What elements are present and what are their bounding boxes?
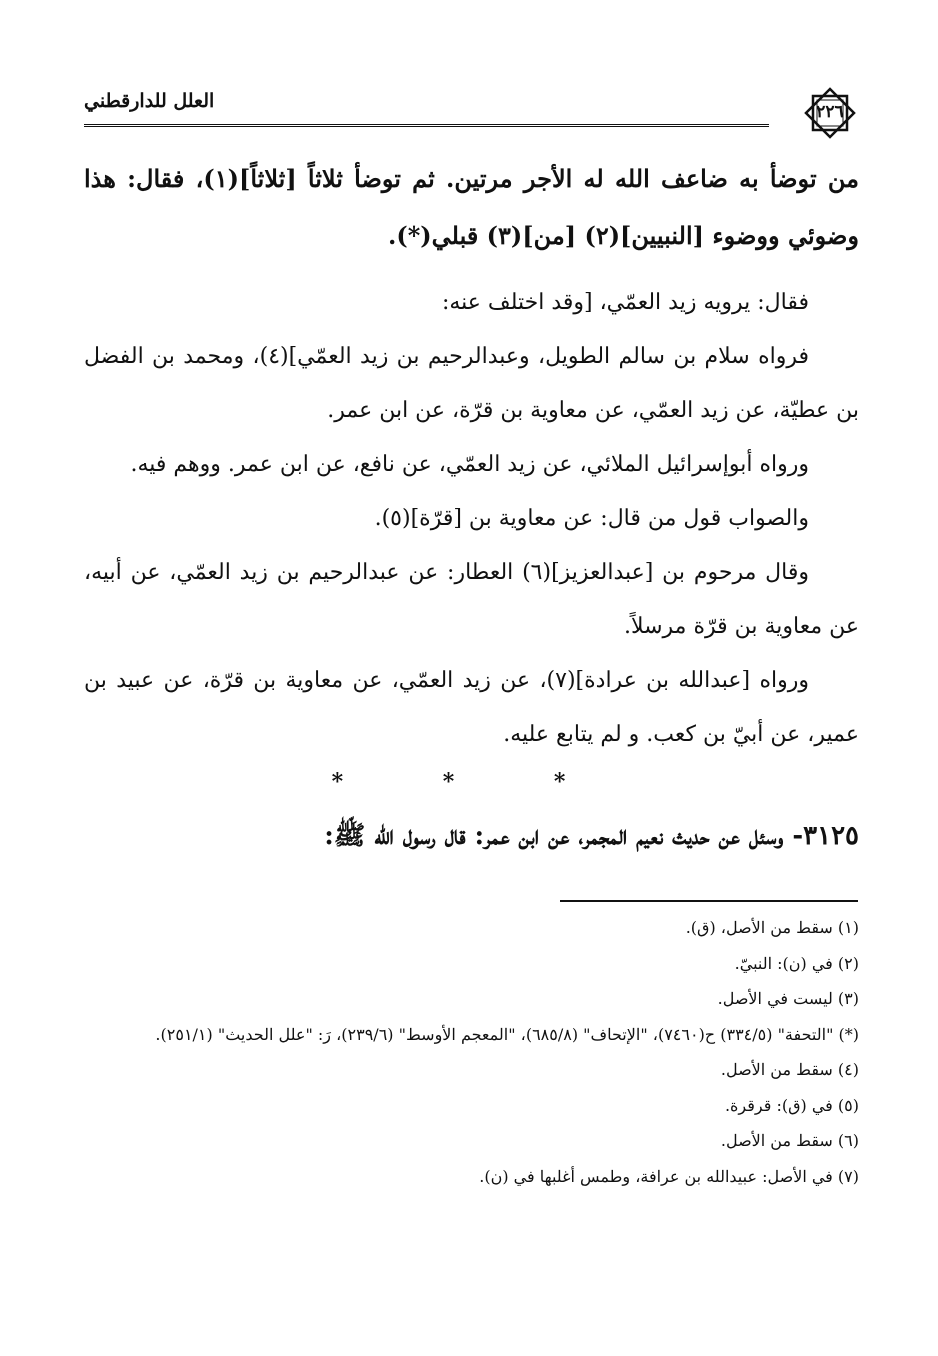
entry-heading [84,808,859,864]
footnote: (٧) في الأصل: عبيدالله بن عرافة، وطمس أغلبها في (ن). [479,1166,859,1186]
paragraph: وقال مرحوم بن [عبدالعزيز](٦) العطار: عن عبدالرحيم بن زيد العمّي، عن أبيه، عن معاوية بن قرّة مرسلاً. [84,560,859,639]
paragraph: والصواب قول من قال: عن معاوية بن [قرّة](٥). [374,506,809,531]
page-number-badge [801,84,859,142]
running-title: العلل للدارقطني [84,90,215,112]
footnote: (١) سقط من الأصل، (ق). [685,918,859,937]
paragraph: ورواه [عبدالله بن عرادة](٧)، عن زيد العمّي، عن معاوية بن قرّة، عن عبيد بن عمير، عن أبيّ بن كعب. و لم يتابع عليه. [84,668,859,747]
page-header [84,84,859,136]
footnote: (٤) سقط من الأصل. [720,1060,859,1079]
footnote: (٣) ليست في الأصل. [717,989,859,1008]
paragraph: فقال: يرويه زيد العمّي، [وقد اختلف عنه: [441,290,809,315]
main-text [84,150,859,864]
footnote-rule [560,900,858,902]
paragraph: فرواه سلام بن سالم الطويل، وعبدالرحيم بن زيد العمّي](٤)، ومحمد بن الفضل بن عطيّة، عن زيد العمّي، عن معاوية بن قرّة، عن ابن عمر. [84,344,859,423]
header-rule [84,124,769,127]
section-separator: * * * [331,769,612,795]
entry-question: - وسئل عن حديث نعيم المجمر، عن ابن عمر: قال رسول الله ﷺ: [324,821,804,851]
footnote: (٢) في (ن): النبيّ. [734,953,859,973]
footnote: (٦) سقط من الأصل. [720,1131,859,1150]
footnotes [84,910,859,1194]
footnote: (٥) في (ق): قرقرة. [724,1095,859,1115]
footnote: (*) "التحفة" (٣٣٤/٥) ح(٧٤٦٠)، "الإتحاف" (٦٨٥/٨)، "المعجم الأوسط" (٢٣٩/٦)، رَ: "علل الحديث" (٢٥١/١). [155,1024,859,1044]
paragraph: ورواه أبوإسرائيل الملائي، عن زيد العمّي، عن نافع، عن ابن عمر. ووهم فيه. [130,452,809,477]
entry-number: ٣١٢٥ [803,821,859,851]
paragraph-hadith-text: من توضأ به ضاعف الله له الأجر مرتين. ثم توضأ ثلاثاً [ثلاثاً](١)، فقال: هذا وضوئي ووضوء [النبيين](٢) [من](٣) قبلي(*). [84,164,859,250]
page-number: ٢٢٦ [816,102,844,122]
